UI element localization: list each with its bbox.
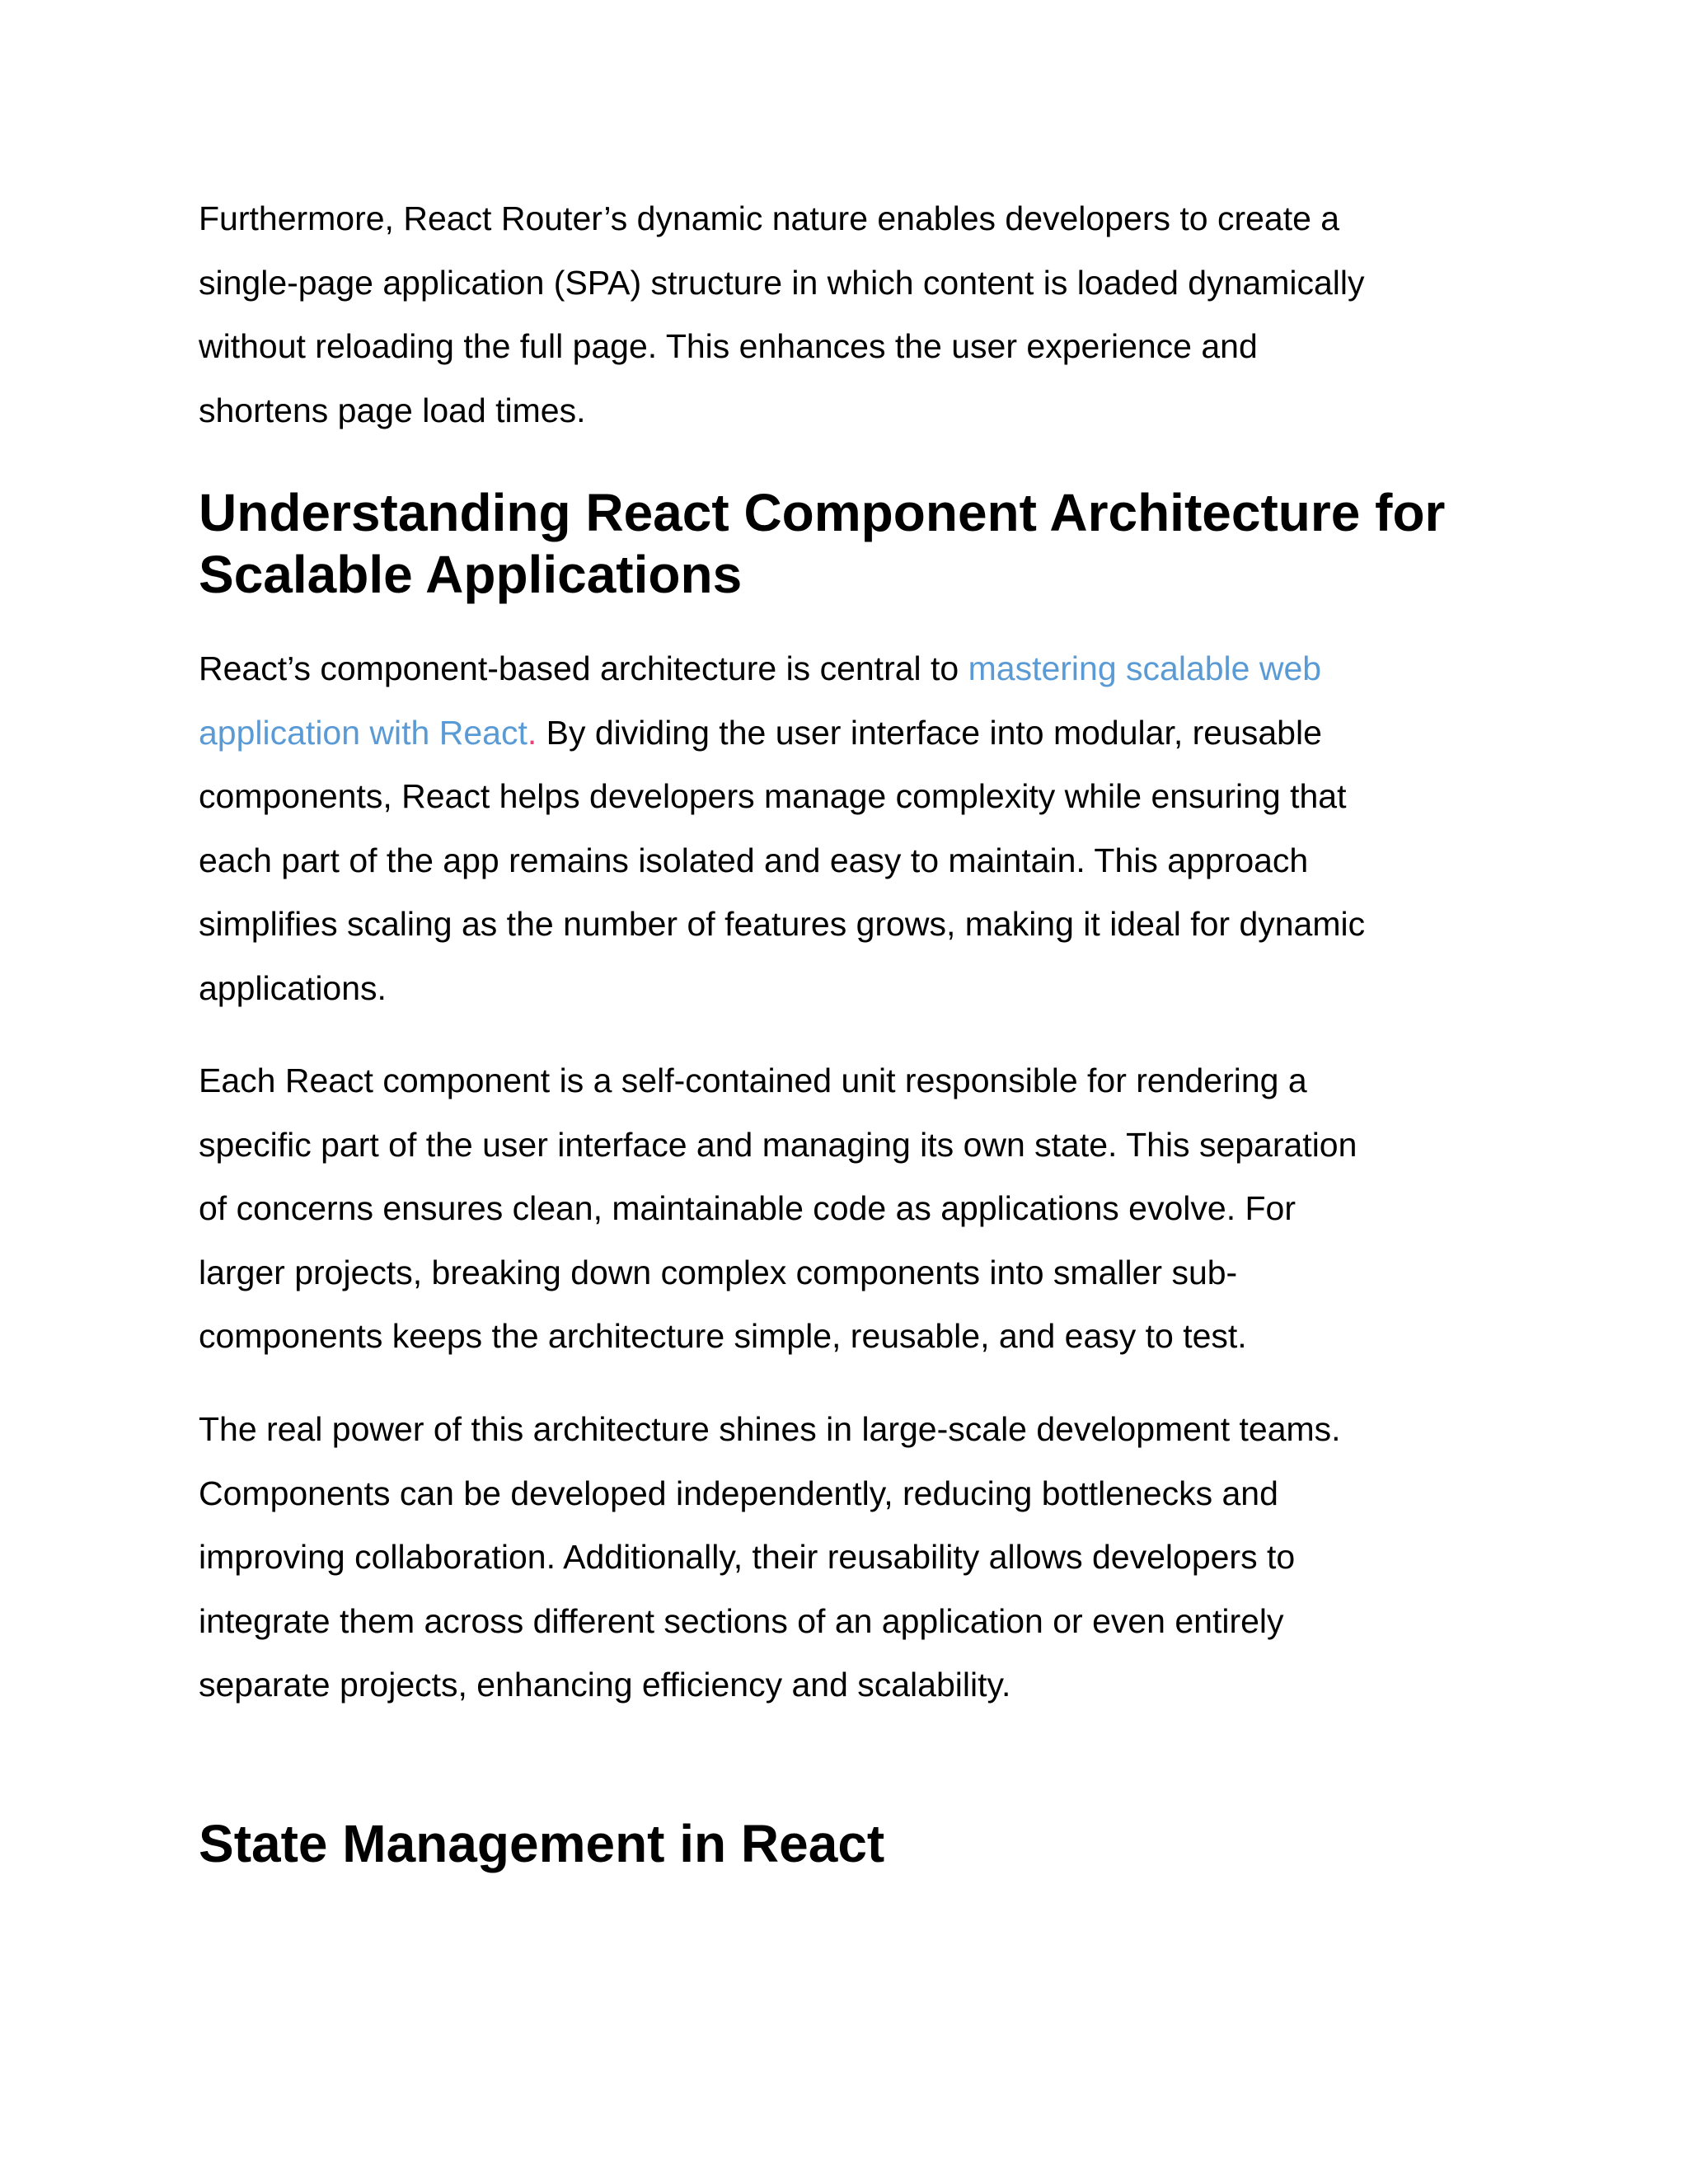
architecture-paragraph-3	[199, 1398, 1517, 1718]
paragraph-line: specific part of the user interface and managing its own state. This separation	[199, 1125, 1357, 1164]
paragraph-line: of concerns ensures clean, maintainable code as applications evolve. For	[199, 1189, 1296, 1227]
intro-line: without reloading the full page. This enhances the user experience and	[199, 327, 1258, 365]
line-text: React’s component-based architecture is central to	[199, 649, 968, 687]
mastering-scalable-web-app-link-continued[interactable]: application with React	[199, 713, 528, 752]
link-period: .	[527, 713, 537, 752]
paragraph-line	[199, 637, 1517, 701]
section-heading-component-architecture	[199, 482, 1445, 606]
paragraph-line: separate projects, enhancing efficiency and scalability.	[199, 1666, 1011, 1704]
paragraph-line: simplifies scaling as the number of features grows, making it ideal for dynamic	[199, 905, 1366, 943]
paragraph-line: The real power of this architecture shines in large-scale development teams.	[199, 1410, 1341, 1448]
paragraph-line: components keeps the architecture simple, reusable, and easy to test.	[199, 1317, 1247, 1355]
architecture-paragraph-2	[199, 1049, 1517, 1369]
paragraph-line: components, React helps developers manage complexity while ensuring that	[199, 777, 1347, 815]
paragraph-line: applications.	[199, 968, 387, 1007]
architecture-paragraph-1	[199, 637, 1517, 1020]
intro-line: Furthermore, React Router’s dynamic nature enables developers to create a	[199, 199, 1340, 237]
paragraph-line: larger projects, breaking down complex components into smaller sub-	[199, 1253, 1238, 1291]
heading-line: Scalable Applications	[199, 545, 743, 604]
paragraph-line: Components can be developed independently, reducing bottlenecks and	[199, 1474, 1278, 1512]
intro-line: single-page application (SPA) structure in which content is loaded dynamically	[199, 263, 1365, 302]
paragraph-line: each part of the app remains isolated and easy to maintain. This approach	[199, 841, 1309, 879]
paragraph-line: Each React component is a self-contained unit responsible for rendering a	[199, 1062, 1307, 1099]
line-text: By dividing the user interface into modular, reusable	[537, 713, 1322, 752]
intro-line: shortens page load times.	[199, 391, 586, 429]
heading-line: State Management in React	[199, 1814, 885, 1873]
heading-line: Understanding React Component Architecture for	[199, 483, 1446, 542]
paragraph-line: integrate them across different sections of an application or even entirely	[199, 1601, 1284, 1640]
paragraph-line	[199, 701, 1517, 766]
paragraph-line: improving collaboration. Additionally, their reusability allows developers to	[199, 1538, 1296, 1576]
intro-paragraph	[199, 187, 1517, 443]
section-heading-state-management	[199, 1813, 884, 1875]
mastering-scalable-web-app-link[interactable]: mastering scalable web	[968, 649, 1322, 687]
